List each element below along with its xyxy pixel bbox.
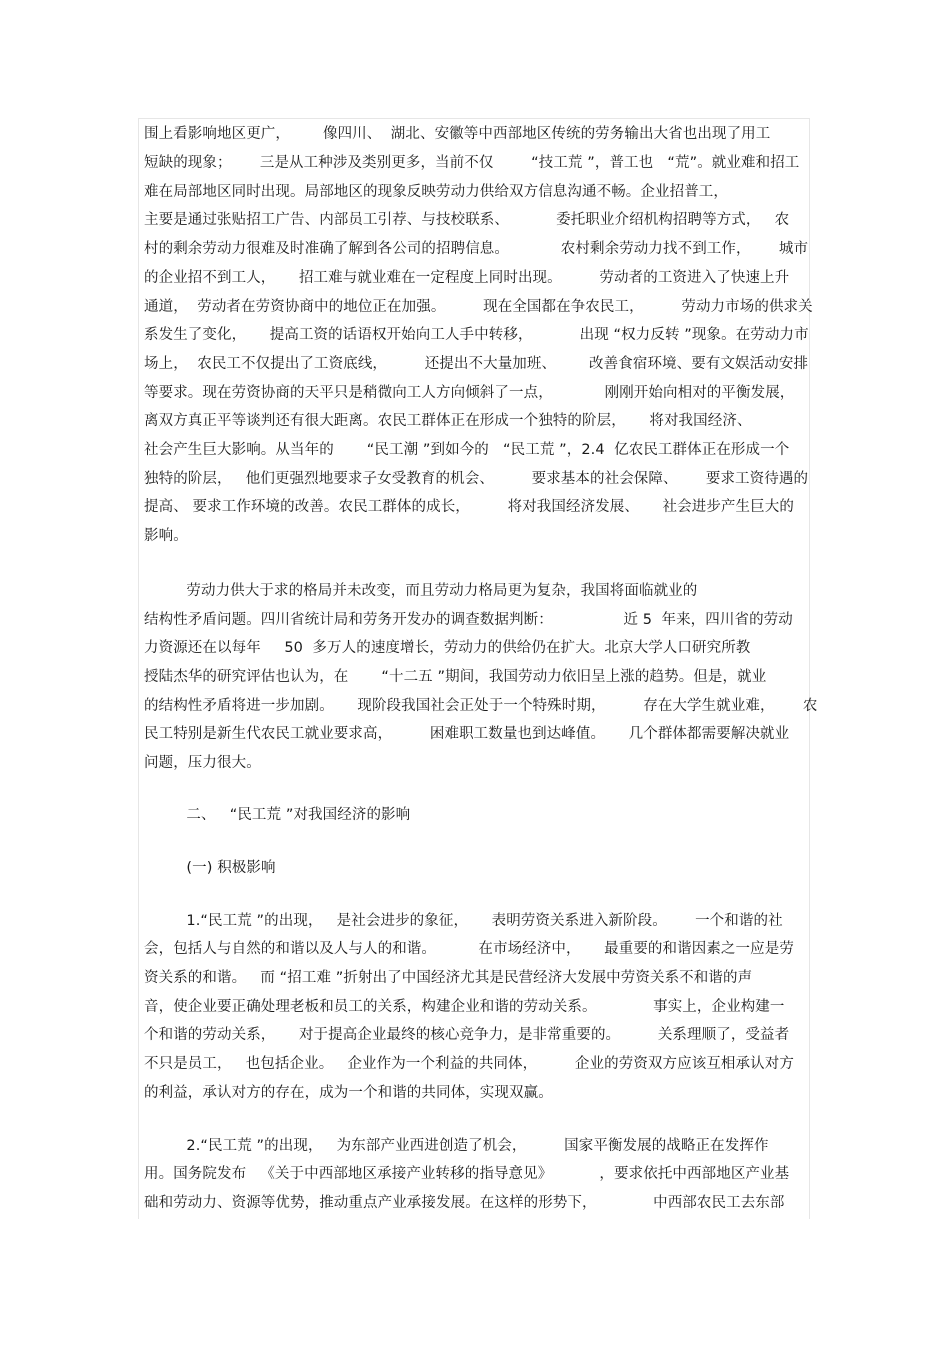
text-line: 影响。 (144, 528, 188, 544)
text-line: 社会产生巨大影响。从当年的 “民工潮 ”到如今的 “民工荒 ”，2.4 亿农民工群体正在形成一个 (144, 442, 790, 458)
text-line: 不只是员工， 也包括企业。 企业作为一个利益的共同体， 企业的劳资双方应该互相承认对方 (144, 1056, 794, 1072)
text-line: 难在局部地区同时出现。局部地区的现象反映劳动力供给双方信息沟通不畅。企业招普工， (144, 184, 728, 200)
text-line: 问题，压力很大。 (144, 755, 261, 771)
text-line: 授陆杰华的研究评估也认为，在 “十二五 ”期间，我国劳动力依旧呈上涨的趋势。但是，就业 (144, 669, 767, 685)
text-line: 础和劳动力、资源等优势，推动重点产业承接发展。在这样的形势下， 中西部农民工去东部 (144, 1195, 785, 1211)
text-line: 2.“民工荒 ”的出现， 为东部产业西进创造了机会， 国家平衡发展的战略正在发挥作 (144, 1138, 769, 1154)
text-line: 系发生了变化， 提高工资的话语权开始向工人手中转移， 出现 “权力反转 ”现象。在劳动力市 (144, 327, 809, 343)
text-line: 1.“民工荒 ”的出现， 是社会进步的象征， 表明劳资关系进入新阶段。 一个和谐的社 (144, 913, 783, 929)
text-line: 力资源还在以每年 50 多万人的速度增长，劳动力的供给仍在扩大。北京大学人口研究所教 (144, 640, 751, 656)
text-line: 围上看影响地区更广， 像四川、 湖北、安徽等中西部地区传统的劳务输出大省也出现了用工 (144, 126, 771, 142)
text-line: 会，包括人与自然的和谐以及人与人的和谐。 在市场经济中， 最重要的和谐因素之一应是劳 (144, 941, 794, 957)
text-line: 的利益，承认对方的存在，成为一个和谐的共同体，实现双赢。 (144, 1085, 553, 1101)
text-line: 结构性矛盾问题。四川省统计局和劳务开发办的调查数据判断： 近 5 年来，四川省的劳动 (144, 612, 793, 628)
text-line: 民工特别是新生代农民工就业要求高， 困难职工数量也到达峰值。 几个群体都需要解决就业 (144, 726, 790, 742)
text-line: 村的剩余劳动力很难及时准确了解到各公司的招聘信息。 农村剩余劳动力找不到工作， 城市 (144, 241, 809, 257)
text-line: 资关系的和谐。 而 “招工难 ”折射出了中国经济尤其是民营经济大发展中劳资关系不和谐的声 (144, 970, 753, 986)
text-line: 通道， 劳动者在劳资协商中的地位正在加强。 现在全国都在争农民工， 劳动力市场的供求关 (144, 299, 813, 315)
text-line: 二、 “民工荒 ”对我国经济的影响 (144, 807, 411, 823)
text-line: 短缺的现象； 三是从工种涉及类别更多，当前不仅 “技工荒 ”，普工也 “荒”。就业难和招工 (144, 155, 800, 171)
text-line: 等要求。现在劳资协商的天平只是稍微向工人方向倾斜了一点， 刚刚开始向相对的平衡发展， (144, 385, 795, 401)
text-line: 劳动力供大于求的格局并未改变，而且劳动力格局更为复杂，我国将面临就业的 (144, 583, 698, 599)
text-line: 提高、 要求工作环境的改善。农民工群体的成长， 将对我国经济发展、 社会进步产生巨大的 (144, 499, 794, 515)
text-line: 主要是通过张贴招工广告、内部员工引荐、与技校联系、 委托职业介绍机构招聘等方式， 农 (144, 212, 790, 228)
text-line: 独特的阶层， 他们更强烈地要求子女受教育的机会、 要求基本的社会保障、 要求工资待遇的 (144, 471, 809, 487)
text-line: (一) 积极影响 (144, 860, 276, 876)
text-line: 离双方真正平等谈判还有很大距离。农民工群体正在形成一个独特的阶层， 将对我国经济、 (144, 413, 752, 429)
text-line: 的企业招不到工人， 招工难与就业难在一定程度上同时出现。 劳动者的工资进入了快速上升 (144, 270, 790, 286)
text-line: 的结构性矛盾将进一步加剧。 现阶段我国社会正处于一个特殊时期， 存在大学生就业难， 农 (144, 698, 818, 714)
text-line: 场上， 农民工不仅提出了工资底线， 还提出不大量加班、 改善食宿环境、要有文娱活动安排 (144, 356, 809, 372)
text-line: 个和谐的劳动关系， 对于提高企业最终的核心竞争力，是非常重要的。 关系理顺了，受益者 (144, 1027, 790, 1043)
text-line: 音，使企业要正确处理老板和员工的关系，构建企业和谐的劳动关系。 事实上，企业构建一 (144, 999, 785, 1015)
text-line: 用。国务院发布 《关于中西部地区承接产业转移的指导意见》 ，要求依托中西部地区产业基 (144, 1166, 790, 1182)
